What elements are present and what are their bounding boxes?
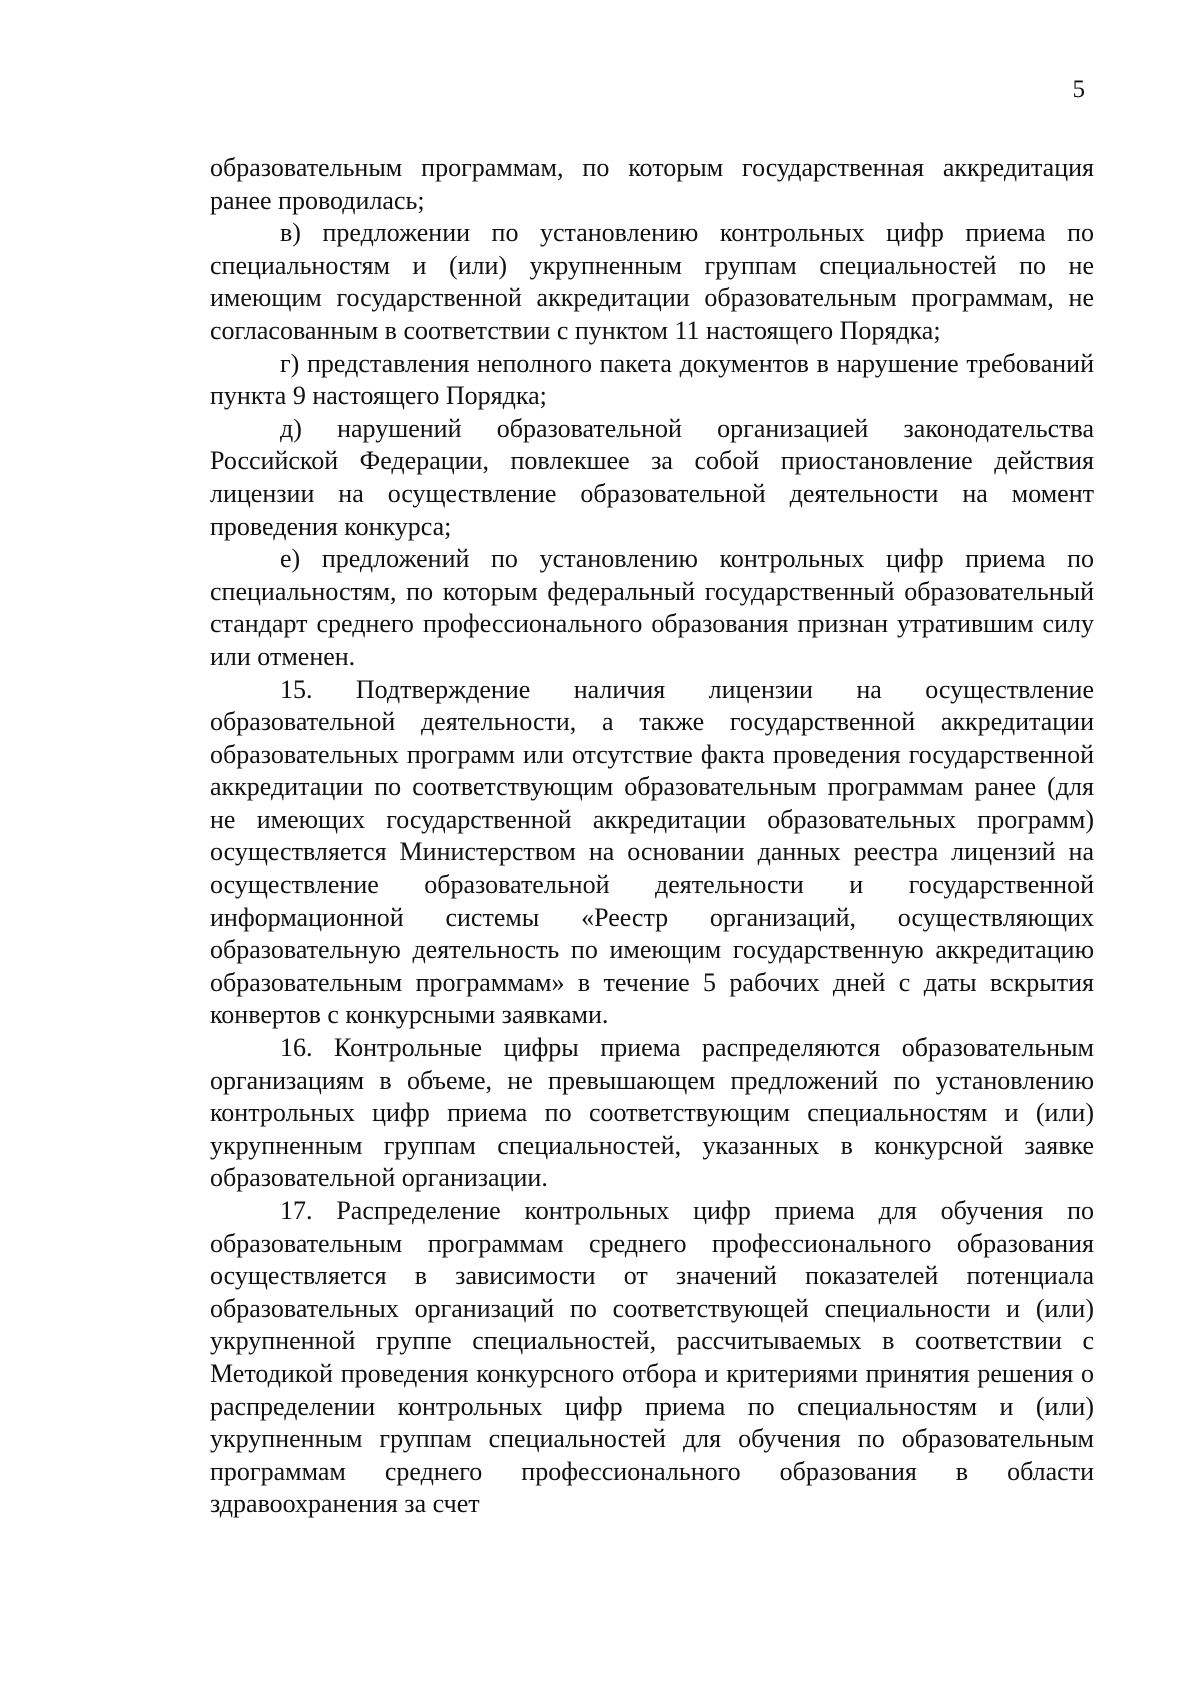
paragraph-16: 16. Контрольные цифры приема распределяются образовательным организациям в объеме, не превышающем предложений по установлению контрольных цифр приема по соответствующим специальностям и (или) укрупненным группам специальностей, указанных в конкурсной заявке образовательной организации. <box>210 1033 1094 1193</box>
paragraph-item-e: е) предложений по установлению контрольных цифр приема по специальностям, по которым федеральный государственный образовательный стандарт среднего профессионального образования признан утратившим силу или отменен. <box>210 544 1094 671</box>
paragraph-continuation: образовательным программам, по которым государственная аккредитация ранее проводилась; <box>210 153 1094 215</box>
paragraph-15: 15. Подтверждение наличия лицензии на осуществление образовательной деятельности, а также государственной аккредитации образовательных программ или отсутствие факта проведения государственной аккредитации по соответствующим образовательным программам ранее (для не имеющих государственной аккредитации образовательных программ) осуществляется Министерством на основании данных реестра лицензий на осуществление образовательной деятельности и государственной информационной системы «Реестр организаций, осуществляющих образовательную деятельность по имеющим государственную аккредитацию образовательным программам» в течение 5 рабочих дней с даты вскрытия конвертов с конкурсными заявками. <box>210 674 1094 1030</box>
paragraph-item-g: г) представления неполного пакета документов в нарушение требований пункта 9 настоящего Порядка; <box>210 348 1094 411</box>
paragraph-item-v: в) предложении по установлению контрольных цифр приема по специальностям и (или) укрупненным группам специальностей по не имеющим государственной аккредитации образовательным программам, не согласованным в соответствии с пунктом 11 настоящего Порядка; <box>210 218 1094 345</box>
page-number: 5 <box>1072 76 1085 103</box>
paragraph-item-d: д) нарушений образовательной организацией законодательства Российской Федерации, повлекшее за собой приостановление действия лицензии на осуществление образовательной деятельности на момент проведения конкурса; <box>210 413 1094 541</box>
document-body <box>210 152 1094 1521</box>
paragraph-17: 17. Распределение контрольных цифр приема для обучения по образовательным программам среднего профессионального образования осуществляется в зависимости от значений показателей потенциала образовательных организаций по соответствующей специальности и (или) укрупненной группе специальностей, рассчитываемых в соответствии с Методикой проведения конкурсного отбора и критериями принятия решения о распределении контрольных цифр приема по специальностям и (или) укрупненным группам специальностей для обучения по образовательным программам среднего профессионального образования в области здравоохранения за счет <box>210 1196 1094 1519</box>
